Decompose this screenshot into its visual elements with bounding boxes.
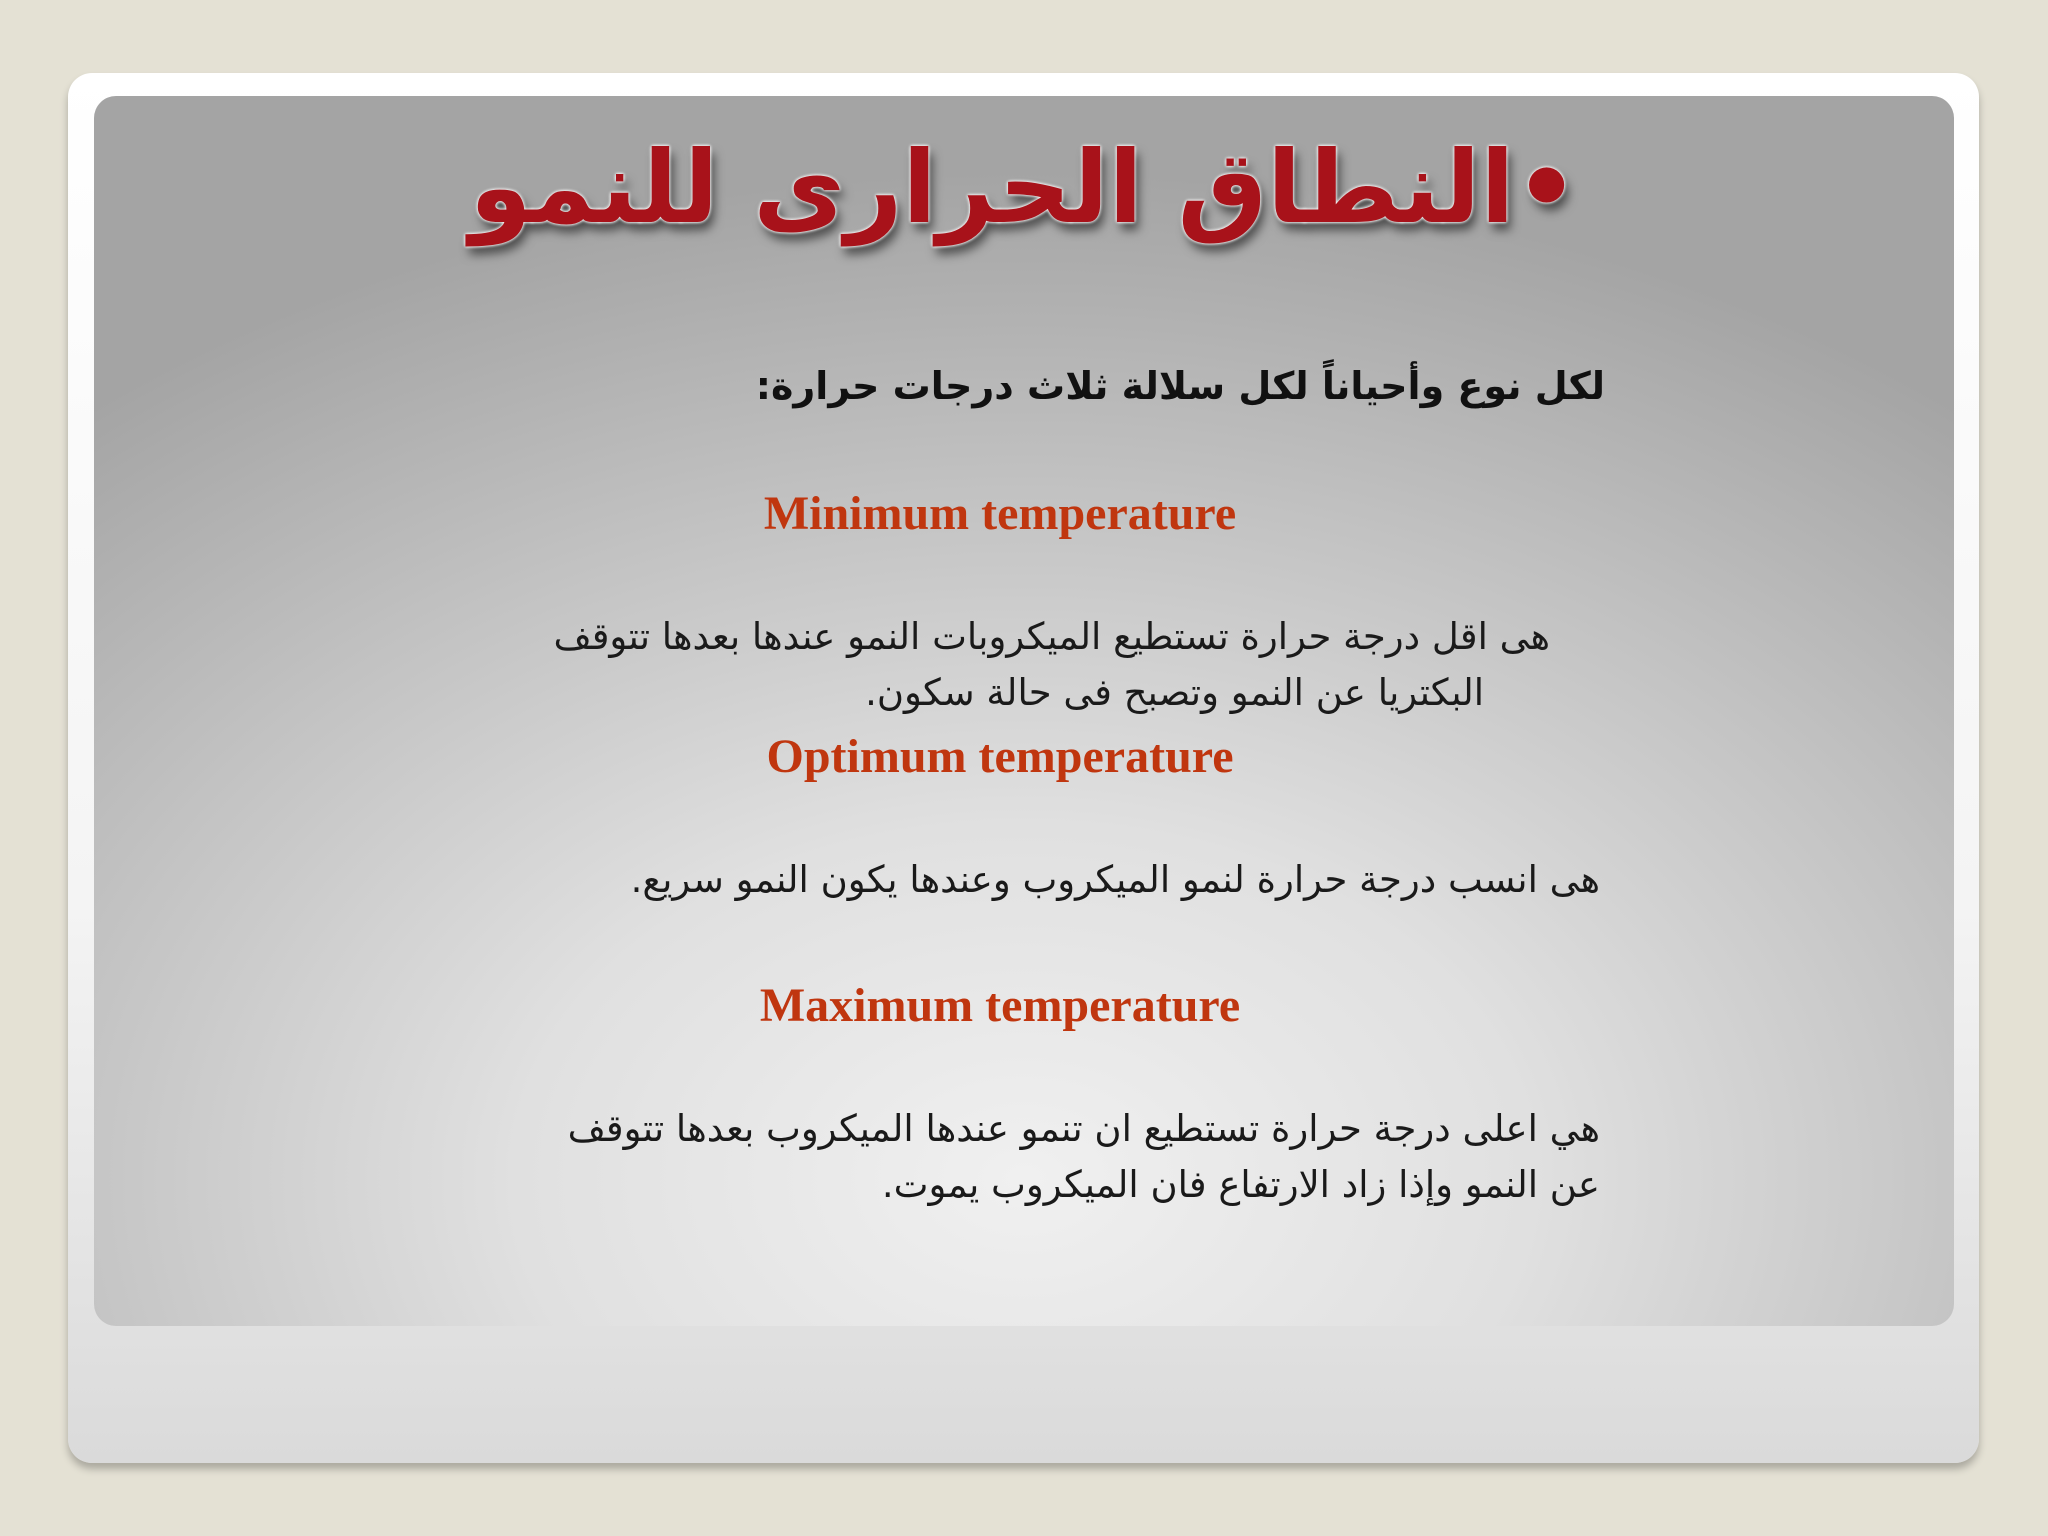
- heading-minimum-temperature: Minimum temperature: [763, 487, 1237, 540]
- intro-text: لكل نوع وأحياناً لكل سلالة ثلاث درجات حرارة:: [755, 364, 1605, 408]
- paragraph-maximum-temperature: [500, 1101, 1600, 1213]
- paragraph-line: البكتريا عن النمو وتصبح فى حالة سكون.: [865, 671, 1484, 714]
- heading-optimum-temperature: Optimum temperature: [766, 730, 1234, 783]
- paragraph-optimum-temperature: [500, 852, 1600, 908]
- paragraph-line: هى انسب درجة حرارة لنمو الميكروب وعندها يكون النمو سريع.: [630, 858, 1600, 901]
- paragraph-line: هي اعلى درجة حرارة تستطيع ان تنمو عندها الميكروب بعدها تتوقف: [567, 1107, 1600, 1150]
- paragraph-line: عن النمو وإذا زاد الارتفاع فان الميكروب يموت.: [881, 1163, 1600, 1206]
- paragraph-line: هى اقل درجة حرارة تستطيع الميكروبات النمو عندها بعدها تتوقف: [553, 615, 1550, 658]
- heading-maximum-temperature: Maximum temperature: [759, 979, 1241, 1032]
- slide-title: •النطاق الحرارى للنمو: [469, 129, 1579, 246]
- paragraph-minimum-temperature: [450, 609, 1550, 721]
